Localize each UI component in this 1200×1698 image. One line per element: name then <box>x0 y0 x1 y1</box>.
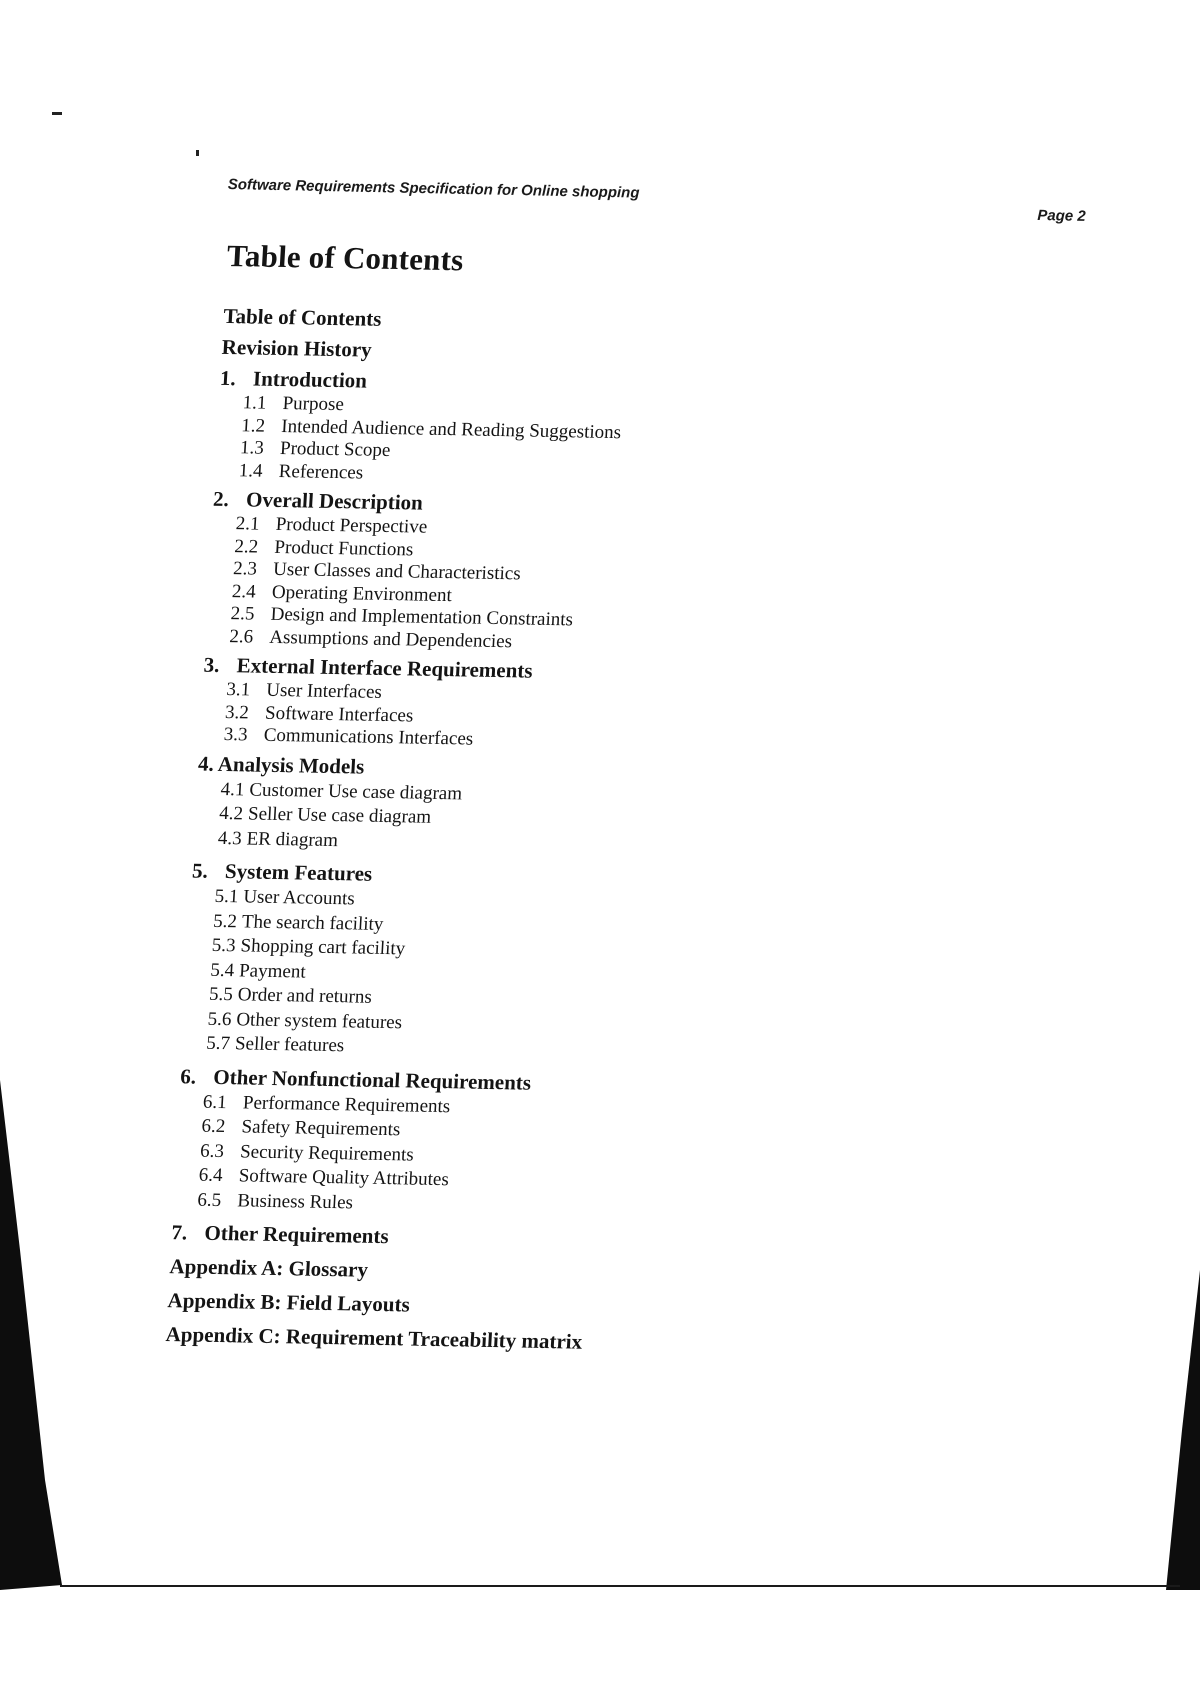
subsection-number: 3.1 <box>225 679 251 701</box>
subsection-label: User Classes and Characteristics <box>272 558 522 585</box>
subsection-list <box>214 392 636 490</box>
subsection-label: User Accounts <box>242 886 356 910</box>
toc-entry-label: Table of Contents <box>222 303 383 331</box>
section-title: Analysis Models <box>217 751 366 779</box>
subsection-number: 2.4 <box>231 580 257 603</box>
subsection-number: 2.1 <box>235 513 261 535</box>
subsection-label: ER diagram <box>246 827 339 851</box>
subsection-list <box>199 679 619 754</box>
subsection-number: 5.2 <box>212 910 238 932</box>
subsection-number: 6.3 <box>199 1140 225 1162</box>
subsection-number: 4.1 <box>220 778 246 800</box>
toc-entry-label: Revision History <box>221 334 373 362</box>
subsection-number: 6.5 <box>196 1189 222 1211</box>
subsection-label: Software Interfaces <box>264 702 414 726</box>
subsection-label: Seller Use case diagram <box>247 803 432 828</box>
section-title: Overall Description <box>245 487 424 515</box>
subsection-label: Operating Environment <box>271 581 453 606</box>
document-title: Software Requirements Specification for Online shopping <box>227 176 640 202</box>
subsection-number: 2.3 <box>232 558 258 580</box>
subsection-label: Seller features <box>234 1033 345 1057</box>
subsection-number: 5.1 <box>214 885 239 908</box>
subsection-label: Safety Requirements <box>240 1116 401 1141</box>
subsection-number: 5.5 <box>208 983 234 1006</box>
running-header <box>227 176 1108 225</box>
section-title: External Interface Requirements <box>236 653 534 683</box>
subsection-list <box>173 1090 596 1220</box>
section-title: Introduction <box>252 366 368 393</box>
toc-heading: Table of Contents <box>226 238 465 278</box>
subsection-label: Customer Use case diagram <box>248 778 463 804</box>
page-number: Page 2 <box>1037 206 1086 225</box>
toc-appendix-a <box>169 1252 587 1288</box>
subsection-number: 5.3 <box>211 934 237 957</box>
subsection-label: Performance Requirements <box>242 1091 451 1117</box>
subsection-number: 6.1 <box>202 1091 228 1113</box>
section-number: 4. <box>197 751 215 776</box>
subsection-label: References <box>278 460 364 484</box>
section-number: 7. <box>170 1220 188 1245</box>
toc-appendix-c <box>165 1320 583 1356</box>
toc-entry-revision-history <box>221 333 639 369</box>
subsection-number: 5.7 <box>205 1032 231 1055</box>
subsection-list <box>193 777 614 858</box>
subsection-number: 6.2 <box>200 1115 226 1138</box>
section-number: 2. <box>212 486 230 512</box>
section-number: 6. <box>179 1063 197 1089</box>
subsection-number: 4.2 <box>218 802 244 825</box>
subsection-number: 1.1 <box>242 392 268 414</box>
subsection-number: 3.2 <box>224 701 250 723</box>
appendix-label: Appendix A: Glossary <box>168 1254 369 1282</box>
subsection-number: 2.6 <box>228 625 254 648</box>
subsection-label: Communications Interfaces <box>263 724 474 750</box>
subsection-label: Product Perspective <box>275 513 428 538</box>
subsection-label: Payment <box>238 959 307 983</box>
subsection-number: 2.2 <box>233 535 259 558</box>
subsection-label: Shopping cart facility <box>240 935 406 960</box>
section-number: 1. <box>219 365 237 391</box>
section-title: Other Nonfunctional Requirements <box>212 1064 532 1095</box>
subsection-label: The search facility <box>241 910 384 935</box>
subsection-number: 6.4 <box>198 1164 224 1187</box>
subsection-label: Assumptions and Dependencies <box>268 626 513 652</box>
table-of-contents <box>165 238 644 1356</box>
subsection-label: Order and returns <box>237 984 373 1008</box>
subsection-number: 1.3 <box>239 437 265 459</box>
section-title: System Features <box>224 859 373 886</box>
subsection-label: Business Rules <box>236 1189 354 1213</box>
subsection-label: Software Quality Attributes <box>238 1165 450 1191</box>
appendix-label: Appendix B: Field Layouts <box>167 1288 411 1317</box>
section-title: Other Requirements <box>203 1220 390 1249</box>
subsection-label: Product Functions <box>273 536 414 560</box>
appendix-label: Appendix C: Requirement Traceability matrix <box>165 1322 583 1354</box>
subsection-number: 5.6 <box>207 1008 233 1030</box>
subsection-number: 1.4 <box>238 459 264 482</box>
subsection-number: 5.4 <box>209 959 235 981</box>
subsection-number: 3.3 <box>223 724 249 746</box>
subsection-label: Purpose <box>282 393 345 416</box>
subsection-number: 2.5 <box>230 603 256 625</box>
toc-section-other-requirements <box>171 1218 589 1254</box>
subsection-number: 4.3 <box>217 827 243 849</box>
subsection-label: Other system features <box>235 1008 403 1033</box>
subsection-number: 1.2 <box>240 414 266 437</box>
subsection-label: Security Requirements <box>239 1140 415 1166</box>
section-number: 5. <box>191 858 209 883</box>
subsection-label: Product Scope <box>279 437 391 462</box>
toc-entry-table-of-contents <box>223 302 641 338</box>
subsection-label: Intended Audience and Reading Suggestions <box>280 415 622 443</box>
subsection-label: User Interfaces <box>265 679 383 703</box>
section-number: 3. <box>203 652 221 677</box>
subsection-label: Design and Implementation Constraints <box>270 603 574 631</box>
toc-appendix-b <box>167 1286 585 1322</box>
subsection-list <box>205 513 629 656</box>
subsection-list <box>182 884 608 1063</box>
